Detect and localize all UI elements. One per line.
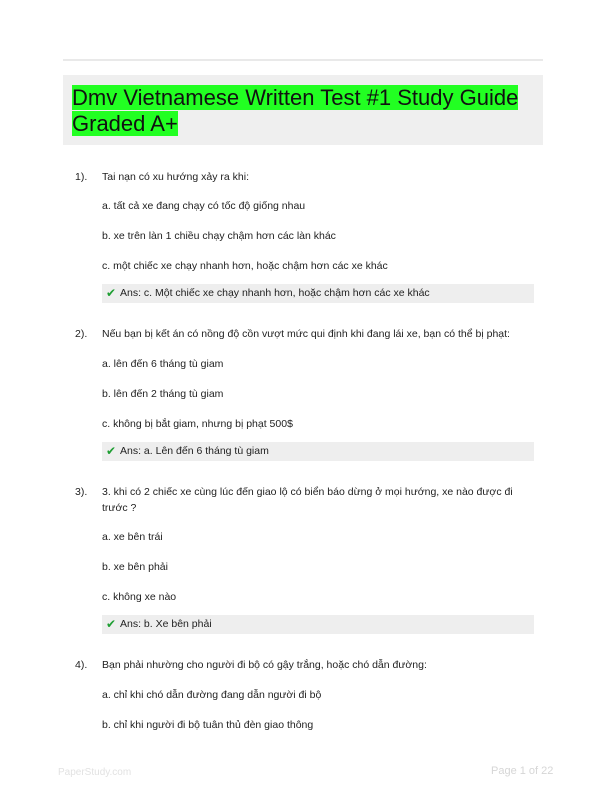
question-number: 2).: [75, 328, 88, 340]
question-text: Nếu bạn bị kết án có nồng độ cồn vượt mức qui định khi đang lái xe, bạn có thể bị phạt:: [102, 328, 510, 340]
question-2-answer: [102, 442, 534, 461]
check-icon: ✔: [106, 286, 117, 300]
question-number: 4).: [75, 659, 88, 671]
question-1-option-c: c. một chiếc xe chạy nhanh hơn, hoặc chậm hơn các xe khác: [102, 260, 388, 272]
question-1-answer: [102, 284, 534, 303]
question-text: Bạn phải nhường cho người đi bộ có gậy trắng, hoặc chó dẫn đường:: [102, 659, 427, 671]
question-text: Tai nạn có xu hướng xảy ra khi:: [102, 171, 249, 183]
question-text: 3. khi có 2 chiếc xe cùng lúc đến giao lộ có biển báo dừng ở mọi hướng, xe nào được đi trước ?: [102, 486, 513, 514]
title-banner: [63, 75, 543, 145]
page-indicator: Page 1 of 22: [491, 765, 554, 777]
question-number: 1).: [75, 171, 88, 183]
check-icon: ✔: [106, 444, 117, 458]
question-3-option-b: b. xe bên phải: [102, 561, 168, 573]
question-3-option-c: c. không xe nào: [102, 591, 177, 603]
question-2-option-c: c. không bị bắt giam, nhưng bị phạt 500$: [102, 418, 293, 430]
question-2-option-a: a. lên đến 6 tháng tù giam: [102, 358, 224, 370]
question-3-option-a: a. xe bên trái: [102, 531, 163, 543]
question-4-option-b: b. chỉ khi người đi bộ tuân thủ đèn giao thông: [102, 719, 314, 731]
check-icon: ✔: [106, 617, 117, 631]
answer-text: Ans: c. Một chiếc xe chạy nhanh hơn, hoặc chậm hơn các xe khác: [120, 287, 430, 299]
question-1-option-b: b. xe trên làn 1 chiều chạy chậm hơn các làn khác: [102, 230, 336, 242]
question-4-option-a: a. chỉ khi chó dẫn đường đang dẫn người đi bộ: [102, 689, 322, 701]
answer-text: Ans: a. Lên đến 6 tháng tù giam: [120, 445, 269, 457]
question-3-answer: [102, 615, 534, 634]
footer-watermark: PaperStudy.com: [58, 767, 132, 778]
question-2-option-b: b. lên đến 2 tháng tù giam: [102, 388, 224, 400]
answer-text: Ans: b. Xe bên phải: [120, 618, 212, 630]
document-title-text: Dmv Vietnamese Written Test #1 Study Guide Graded A+: [72, 85, 519, 136]
document-title: [72, 85, 527, 137]
question-1-option-a: a. tất cả xe đang chạy có tốc độ giống nhau: [102, 200, 306, 212]
question-number: 3).: [75, 486, 88, 498]
top-divider: [63, 59, 543, 61]
